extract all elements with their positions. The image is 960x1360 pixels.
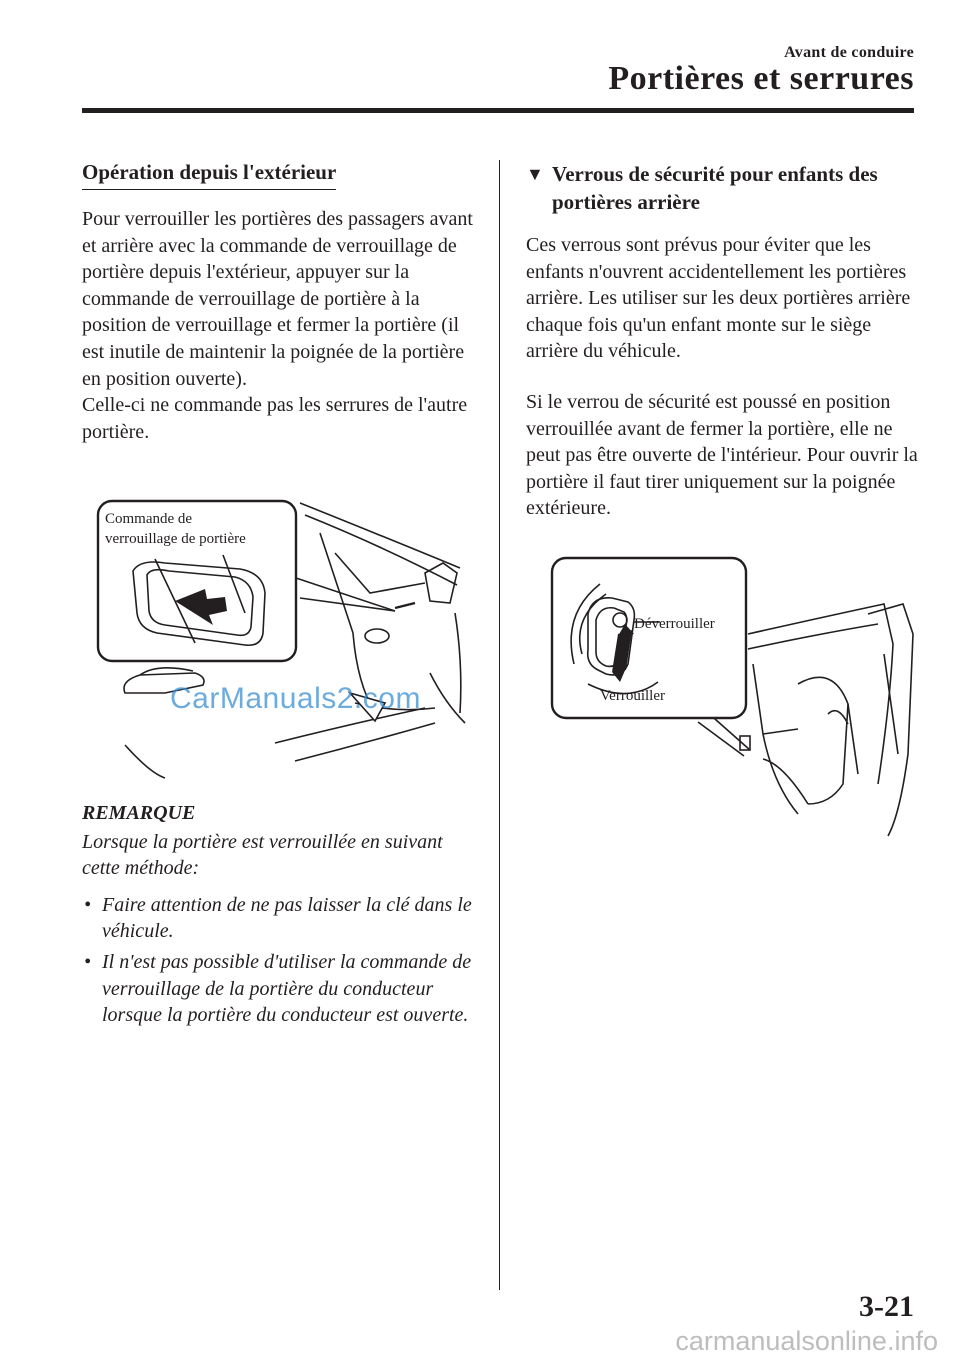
note-text: Lorsque la portière est verrouillée en suivant cette méthode: xyxy=(82,830,443,880)
left-subheading: Opération depuis l'extérieur xyxy=(82,160,336,190)
page-number: 3-21 xyxy=(859,1290,914,1323)
left-paragraph-1: Pour verrouiller les portières des passagers avant et arrière avec la commande de verrouillage de portière depuis l'extérieur, appuyer sur la commande de verrouillage de portière à la position de verrouillage et fermer la portière (il est inutile de maintenir la poignée de la portière en position ouverte). xyxy=(82,208,473,390)
figure-label-line1: Commande de xyxy=(105,511,193,527)
bullet: • xyxy=(84,893,92,916)
triangle-marker-icon: ▼ xyxy=(526,164,544,184)
door-lock-switch-figure xyxy=(95,493,470,785)
watermark: CarManuals2.com xyxy=(170,682,421,715)
page-title: Portières et serrures xyxy=(608,60,914,97)
right-heading: ▼ Verrous de sécurité pour enfants des portières arrière xyxy=(526,162,878,214)
footer-url: carmanualsonline.info xyxy=(675,1326,938,1356)
note-block xyxy=(82,800,482,1033)
note-item: • Il n'est pas possible d'utiliser la commande de verrouillage de la portière du conducteur lorsque la portière du conducteur est ouverte. xyxy=(84,950,472,1027)
right-paragraph-2: Si le verrou de sécurité est poussé en position verrouillée avant de fermer la portière, elle ne peut pas être ouverte de l'intérieur. Pour ouvrir la portière il faut tirer uniquement sur la poignée extérieure. xyxy=(526,390,918,520)
header-rule xyxy=(82,108,914,113)
column-divider xyxy=(499,160,500,1290)
section-label: Avant de conduire xyxy=(784,44,914,61)
note-list xyxy=(82,892,482,1029)
left-paragraph-2: Celle-ci ne commande pas les serrures de l'autre portière. xyxy=(82,394,468,443)
right-column xyxy=(526,160,918,522)
right-paragraph-1: Ces verrous sont prévus pour éviter que les enfants n'ouvrent accidentellement les portières arrière. Les utiliser sur les deux portières arrière chaque fois qu'un enfant monte sur le siège arrière du véhicule. xyxy=(526,234,911,363)
note-item: • Faire attention de ne pas laisser la clé dans le véhicule. xyxy=(84,893,472,943)
note-heading: REMARQUE xyxy=(82,802,196,824)
figure-label-line2: verrouillage de portière xyxy=(105,531,246,547)
lock-label: Verrouiller xyxy=(600,688,665,704)
left-column xyxy=(82,160,482,445)
bullet: • xyxy=(84,950,92,973)
child-lock-figure xyxy=(548,554,918,840)
unlock-label: Déverrouiller xyxy=(634,616,715,632)
